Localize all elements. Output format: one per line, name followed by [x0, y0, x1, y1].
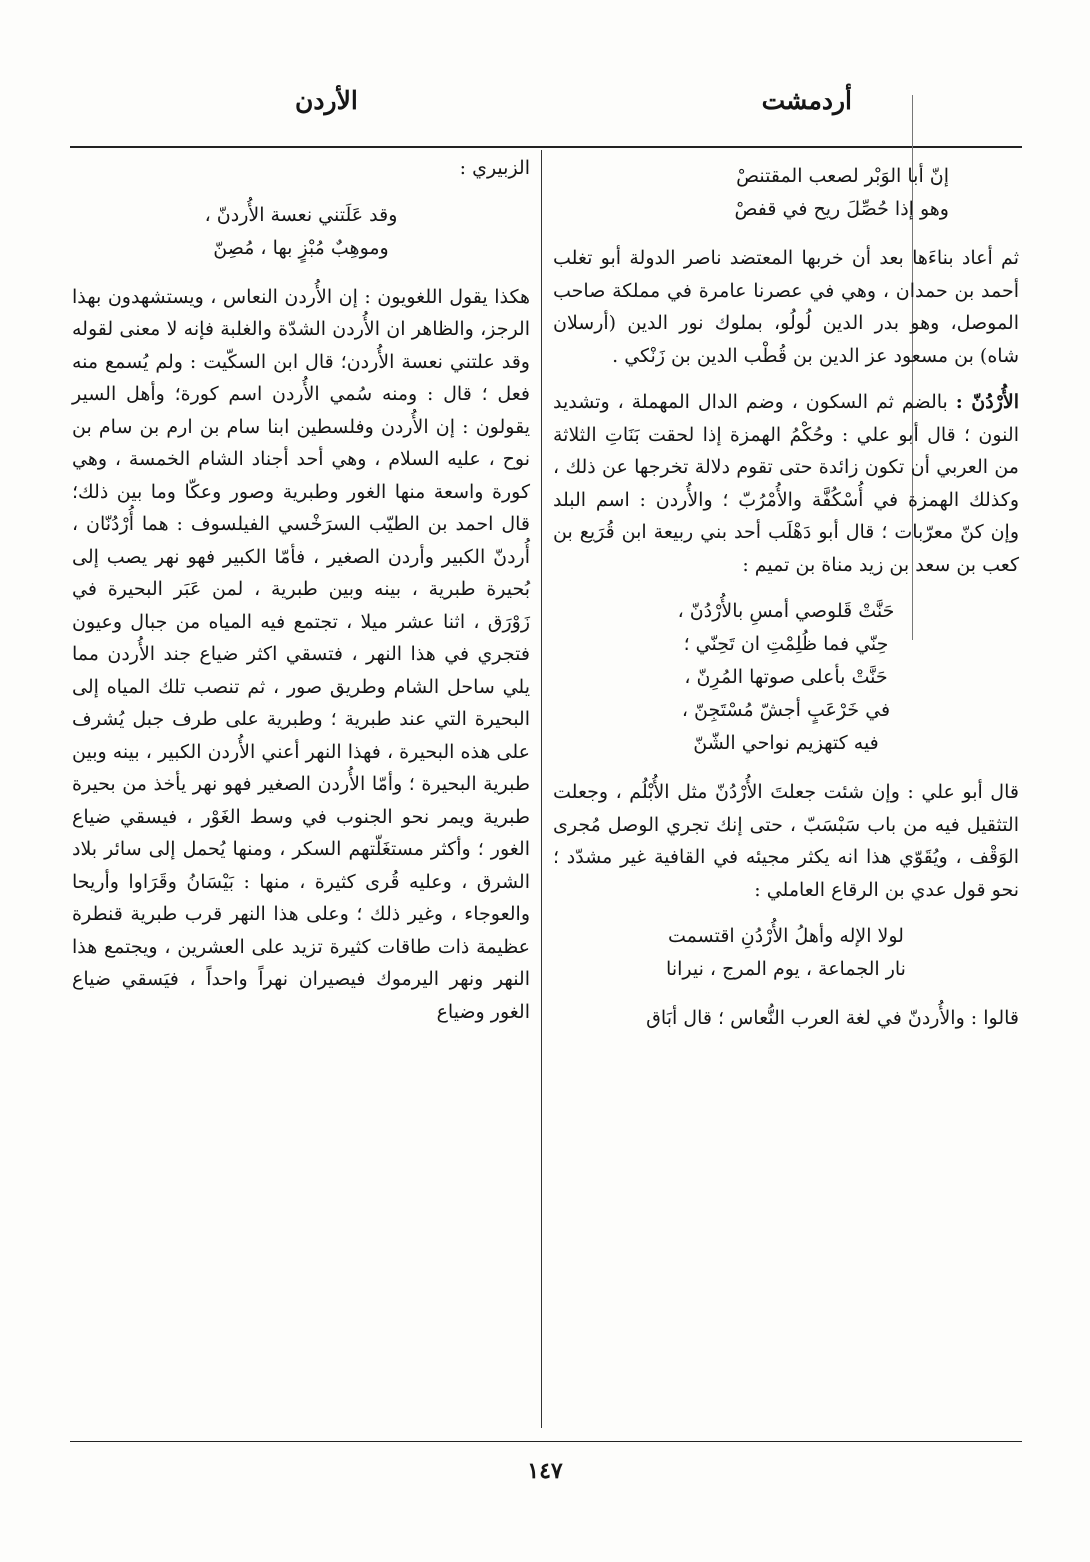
- verse-line: لولا الإله وأهلُ الأُرْدُنِ اقتسمت: [668, 925, 904, 947]
- page-header: [70, 86, 1022, 126]
- verse-hannat: [553, 595, 1019, 760]
- verse-line: فيه كتهزيم نواحي الشّنّ: [693, 732, 879, 754]
- verse-abu-wabr: [553, 160, 1019, 226]
- paragraph-nuas: قالوا : والأُردنّ في لغة العرب النُّعاس ؛ قال أبَاق: [646, 1007, 1019, 1029]
- paragraph-abu-ali: قال أبو علي : وإن شئت جعلتَ الأُرْدُنّ مثل الأُبْلُم ، وجعلت التثقيل فيه من باب سَبْسَبّ ، حتى إنك تجري الوصل مُجرى الوَقْف ، ويُقَوّي هذا انه يكثر مجيئه في القافية غير مشدّد ؛ نحو قول عدي بن الرقاع العاملي :: [553, 781, 1019, 901]
- entry-al-urdunn: [553, 386, 1019, 581]
- verse-nasa: [72, 199, 530, 265]
- header-right-title: أردمشت: [761, 86, 852, 115]
- paragraph-zubayri: الزبيري :: [459, 157, 530, 179]
- header-left-title: الأردن: [295, 86, 358, 115]
- paragraph-jordan-rivers: هكذا يقول اللغويون : إن الأُردن النعاس ، ويستشهدون بهذا الرجز، والظاهر ان الأُردن الشدّة والغلبة فإنه لا معنى لقوله وقد علتني نعسة الأُردن؛ قال ابن السكّيت : ولم يُسمع منه فعل ؛ قال : ومنه سُمي الأُردن اسم كورة؛ وأهل السير يقولون : إن الأُردن وفلسطين ابنا سام بن ارم بن سام بن نوح ، عليه السلام ، وهي أحد أجناد الشام الخمسة ، وهي كورة واسعة منها الغور وطبرية وصور وعكّا وما بين ذلك؛ قال احمد بن الطيّب السرَخْسي الفيلسوف : هما أُرْدُنّان ، أُردنّ الكبير وأردن الصغير ، فأمّا الكبير فهو نهر يصب إلى بُحيرة طبرية ، بينه وبين طبرية ، لمن عَبَر البحيرة في زَوْرَق ، اثنا عشر ميلا ، تجتمع فيه المياه من جبال وعيون فتجري في هذا النهر ، فتسقي اكثر ضياع جند الأُردن مما يلي ساحل الشام وطريق صور ، ثم تنصب تلك المياه إلى البحيرة التي عند طبرية ؛ وطبرية على طرف جبل يُشرف على هذه البحيرة ، فهذا النهر أعني الأُردن الكبير ، بينه وبين طبرية البحيرة ؛ وأمّا الأُردن الصغير فهو نهر يأخذ من بحيرة طبرية ويمر نحو الجنوب في وسط الغَوْر ، فيسقي ضياع الغور ؛ وأكثر مستغَلّتهم السكر ، ومنها يُحمل إلى سائر بلاد الشرق ، وعليه قُرى كثيرة ، منها : بَيْسَانُ وقَرَاوا وأريحا والعوجاء ، وغير ذلك ؛ وعلى هذا النهر قرب طبرية قنطرة عظيمة ذات طاقات كثيرة تزيد على العشرين ، ويجتمع هذا النهر ونهر اليرموك فيصيران نهراً واحداً ، فيَسقي ضياع الغور وضياع: [72, 285, 530, 1023]
- verse-line: حَنَّتْ بأعلى صوتها المُرِنّ ،: [684, 666, 888, 688]
- paragraph-rebuilding: ثم أعاد بناءَها بعد أن خربها المعتضد ناصر الدولة أبو تغلب أحمد بن حمدان ، وهي في عصرنا عامرة في مملكة صاحب الموصل، وهو بدر الدين لُولُو، بملوك نور الدين (أرسلان شاه) بن مسعود عز الدين بن قُطْب الدين بن زَنْكي .: [553, 247, 1019, 367]
- verse-line: وقد عَلَتني نعسة الأُردنّ ،: [204, 203, 398, 226]
- top-rule: [70, 146, 1022, 148]
- bottom-rule: [70, 1441, 1022, 1442]
- verse-line: وهو إذا حُصِّلَ ريح في قفصْ: [734, 198, 949, 220]
- verse-line: نار الجماعة ، يوم المرج ، نيرانا: [666, 958, 906, 980]
- verse-line: وموهِبٌ مُبْزٍ بها ، مُصِنّ: [213, 236, 389, 259]
- left-column: [72, 152, 530, 1042]
- right-column: [553, 152, 1019, 1049]
- page-number: ١٤٧: [527, 1458, 563, 1484]
- verse-line: إنّ أبا الوَبْر لصعب المقتنصْ: [736, 165, 949, 187]
- verse-line: في خَرْعَبٍ أجشّ مُسْتَجِنّ ،: [681, 699, 891, 721]
- entry-term: الأُرْدُنّ :: [955, 391, 1019, 413]
- verse-line: حَنَّتْ قَلوصي أمسِ بالأُرْدُنّ ،: [677, 600, 895, 622]
- entry-text: بالضم ثم السكون ، وضم الدال المهملة ، وتشديد النون ؛ قال أبو علي : وحُكْمُ الهمزة إذا لحقت بَنَاتِ الثلاثة من العربي أن تكون زائدة حتى تقوم دلالة تخرجها عن ذلك ، وكذلك الهمزة في أُسْكُفَّة والأُمْرُبّ ؛ والأُردن : اسم البلد وإن كنّ معرّبات ؛ قال أبو دَهْلَب أحد بني ربيعة ابن قُرَيع بن كعب بن سعد بن زيد مناة بن تميم :: [553, 391, 1019, 576]
- verse-adi-riqa: [553, 920, 1019, 986]
- verse-line: حِنّي فما ظُلِمْتِ ان تَحِنّي ؛: [683, 633, 889, 655]
- column-divider: [541, 150, 542, 1428]
